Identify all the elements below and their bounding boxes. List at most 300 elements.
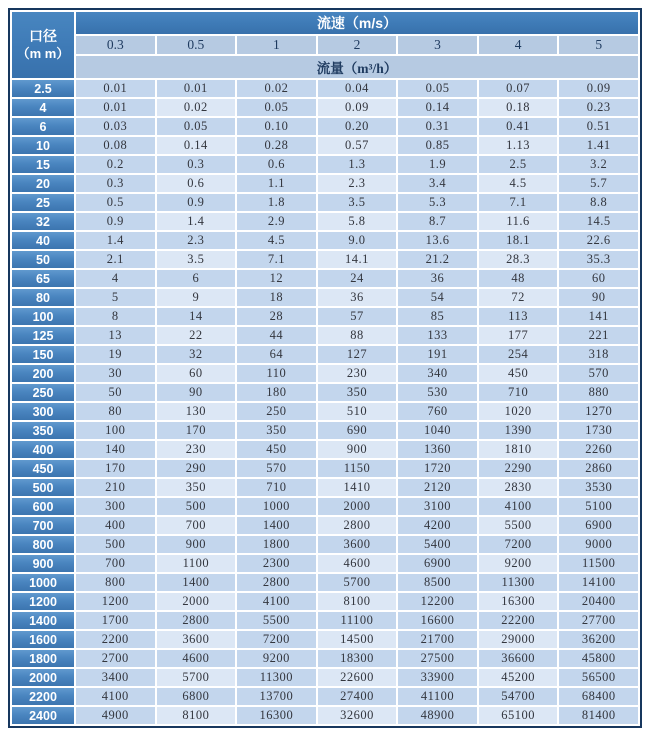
flow-value-cell: 350	[237, 422, 316, 439]
flow-value-cell: 2290	[479, 460, 558, 477]
flow-value-cell: 7.1	[479, 194, 558, 211]
flow-value-cell: 4100	[76, 688, 155, 705]
flow-value-cell: 177	[479, 327, 558, 344]
flow-value-cell: 100	[76, 422, 155, 439]
flow-value-cell: 133	[398, 327, 477, 344]
flow-value-cell: 8	[76, 308, 155, 325]
flow-value-cell: 36200	[559, 631, 638, 648]
flow-value-cell: 54	[398, 289, 477, 306]
flow-value-cell: 3100	[398, 498, 477, 515]
flow-value-cell: 11100	[318, 612, 397, 629]
velocity-header-cell: 流速（m/s）	[76, 12, 638, 34]
flow-value-cell: 5100	[559, 498, 638, 515]
flow-value-cell: 0.3	[76, 175, 155, 192]
flow-value-cell: 48900	[398, 707, 477, 724]
flow-value-cell: 5700	[157, 669, 236, 686]
flow-value-cell: 6	[157, 270, 236, 287]
flow-value-cell: 300	[76, 498, 155, 515]
flow-value-cell: 14	[157, 308, 236, 325]
flow-value-cell: 570	[559, 365, 638, 382]
flow-value-cell: 530	[398, 384, 477, 401]
flow-value-cell: 30	[76, 365, 155, 382]
flow-value-cell: 3530	[559, 479, 638, 496]
flow-value-cell: 1.4	[76, 232, 155, 249]
flow-value-cell: 1.1	[237, 175, 316, 192]
flow-value-cell: 20400	[559, 593, 638, 610]
flow-value-cell: 11300	[479, 574, 558, 591]
flow-rate-table	[10, 10, 640, 726]
table-row	[12, 289, 638, 306]
flow-value-cell: 500	[157, 498, 236, 515]
flow-value-cell: 12200	[398, 593, 477, 610]
diameter-cell: 2200	[12, 688, 74, 705]
diameter-cell: 700	[12, 517, 74, 534]
table-row	[12, 479, 638, 496]
flow-value-cell: 5500	[479, 517, 558, 534]
flow-value-cell: 28	[237, 308, 316, 325]
flow-value-cell: 90	[157, 384, 236, 401]
flow-value-cell: 60	[157, 365, 236, 382]
flow-value-cell: 127	[318, 346, 397, 363]
flow-value-cell: 2000	[157, 593, 236, 610]
flow-value-cell: 45200	[479, 669, 558, 686]
flow-value-cell: 36	[398, 270, 477, 287]
flow-value-cell: 900	[318, 441, 397, 458]
flow-value-cell: 113	[479, 308, 558, 325]
flow-value-cell: 450	[479, 365, 558, 382]
flow-value-cell: 510	[318, 403, 397, 420]
flow-value-cell: 16300	[237, 707, 316, 724]
flow-value-cell: 800	[76, 574, 155, 591]
flow-value-cell: 3400	[76, 669, 155, 686]
flow-value-cell: 3.4	[398, 175, 477, 192]
diameter-cell: 450	[12, 460, 74, 477]
flow-value-cell: 9000	[559, 536, 638, 553]
flow-value-cell: 2.1	[76, 251, 155, 268]
flow-value-cell: 7.1	[237, 251, 316, 268]
flow-value-cell: 710	[479, 384, 558, 401]
flow-value-cell: 8100	[318, 593, 397, 610]
flow-value-cell: 1.4	[157, 213, 236, 230]
diameter-cell: 300	[12, 403, 74, 420]
flow-value-cell: 350	[157, 479, 236, 496]
flow-value-cell: 1150	[318, 460, 397, 477]
flow-value-cell: 4100	[237, 593, 316, 610]
flow-value-cell: 0.04	[318, 80, 397, 97]
flow-value-cell: 2000	[318, 498, 397, 515]
flow-value-cell: 54700	[479, 688, 558, 705]
diameter-header-unit: （m m）	[16, 45, 70, 61]
flow-value-cell: 130	[157, 403, 236, 420]
diameter-cell: 250	[12, 384, 74, 401]
flow-value-cell: 0.05	[398, 80, 477, 97]
flow-value-cell: 3.5	[318, 194, 397, 211]
flow-value-cell: 14500	[318, 631, 397, 648]
velocity-value-cell: 5	[559, 36, 638, 54]
flow-value-cell: 3600	[157, 631, 236, 648]
flow-value-cell: 0.02	[157, 99, 236, 116]
table-row	[12, 80, 638, 97]
flow-value-cell: 1720	[398, 460, 477, 477]
diameter-cell: 125	[12, 327, 74, 344]
flow-value-cell: 0.23	[559, 99, 638, 116]
flow-value-cell: 45800	[559, 650, 638, 667]
flow-value-cell: 0.57	[318, 137, 397, 154]
diameter-cell: 100	[12, 308, 74, 325]
flow-value-cell: 2.3	[318, 175, 397, 192]
flow-value-cell: 3600	[318, 536, 397, 553]
flow-value-cell: 5.7	[559, 175, 638, 192]
flow-value-cell: 2830	[479, 479, 558, 496]
flow-value-cell: 0.14	[157, 137, 236, 154]
flow-value-cell: 900	[157, 536, 236, 553]
flow-value-cell: 21700	[398, 631, 477, 648]
diameter-cell: 40	[12, 232, 74, 249]
flow-value-cell: 1270	[559, 403, 638, 420]
flow-value-cell: 9.0	[318, 232, 397, 249]
flow-value-cell: 0.51	[559, 118, 638, 135]
flow-value-cell: 0.05	[237, 99, 316, 116]
flow-value-cell: 1.13	[479, 137, 558, 154]
flow-value-cell: 81400	[559, 707, 638, 724]
flow-value-cell: 0.02	[237, 80, 316, 97]
flow-value-cell: 50	[76, 384, 155, 401]
flow-value-cell: 29000	[479, 631, 558, 648]
flow-value-cell: 3.2	[559, 156, 638, 173]
table-row	[12, 213, 638, 230]
flow-value-cell: 22	[157, 327, 236, 344]
flow-value-cell: 760	[398, 403, 477, 420]
flow-value-cell: 12	[237, 270, 316, 287]
flow-value-cell: 5500	[237, 612, 316, 629]
table-row	[12, 194, 638, 211]
flow-value-cell: 570	[237, 460, 316, 477]
flow-value-cell: 18	[237, 289, 316, 306]
flow-value-cell: 2860	[559, 460, 638, 477]
flow-value-cell: 18300	[318, 650, 397, 667]
flow-value-cell: 7200	[237, 631, 316, 648]
flow-value-cell: 140	[76, 441, 155, 458]
table-row	[12, 498, 638, 515]
flow-value-cell: 5	[76, 289, 155, 306]
flow-value-cell: 0.03	[76, 118, 155, 135]
flow-value-cell: 0.07	[479, 80, 558, 97]
table-row	[12, 688, 638, 705]
diameter-cell: 1200	[12, 593, 74, 610]
flow-value-cell: 0.09	[559, 80, 638, 97]
flow-rate-table-frame	[8, 8, 642, 728]
table-row	[12, 156, 638, 173]
flow-value-cell: 3.5	[157, 251, 236, 268]
velocity-values-row	[12, 36, 638, 54]
diameter-header-label: 口径	[29, 28, 57, 45]
diameter-cell: 65	[12, 270, 74, 287]
flow-value-cell: 72	[479, 289, 558, 306]
flow-value-cell: 290	[157, 460, 236, 477]
flow-value-cell: 0.2	[76, 156, 155, 173]
table-row	[12, 251, 638, 268]
flow-value-cell: 4	[76, 270, 155, 287]
flow-value-cell: 2.9	[237, 213, 316, 230]
flow-value-cell: 2700	[76, 650, 155, 667]
diameter-cell: 1600	[12, 631, 74, 648]
table-row	[12, 593, 638, 610]
flow-value-cell: 57	[318, 308, 397, 325]
flow-value-cell: 0.9	[76, 213, 155, 230]
diameter-cell: 25	[12, 194, 74, 211]
flow-value-cell: 1410	[318, 479, 397, 496]
flow-value-cell: 880	[559, 384, 638, 401]
flow-value-cell: 9	[157, 289, 236, 306]
flow-value-cell: 32600	[318, 707, 397, 724]
flow-value-cell: 1200	[76, 593, 155, 610]
flow-value-cell: 1360	[398, 441, 477, 458]
velocity-value-cell: 3	[398, 36, 477, 54]
table-row	[12, 612, 638, 629]
flow-value-cell: 0.3	[157, 156, 236, 173]
flow-value-cell: 710	[237, 479, 316, 496]
flow-value-cell: 210	[76, 479, 155, 496]
table-row	[12, 460, 638, 477]
diameter-cell: 200	[12, 365, 74, 382]
table-row	[12, 707, 638, 724]
flow-value-cell: 141	[559, 308, 638, 325]
flow-value-cell: 9200	[237, 650, 316, 667]
diameter-cell: 500	[12, 479, 74, 496]
flow-value-cell: 4600	[157, 650, 236, 667]
flow-value-cell: 700	[157, 517, 236, 534]
flow-value-cell: 0.9	[157, 194, 236, 211]
flow-value-cell: 8100	[157, 707, 236, 724]
flow-value-cell: 1.9	[398, 156, 477, 173]
table-row	[12, 99, 638, 116]
table-row	[12, 631, 638, 648]
flow-value-cell: 2260	[559, 441, 638, 458]
flow-value-cell: 9200	[479, 555, 558, 572]
flow-value-cell: 36	[318, 289, 397, 306]
flow-value-cell: 1000	[237, 498, 316, 515]
flow-value-cell: 24	[318, 270, 397, 287]
flow-value-cell: 35.3	[559, 251, 638, 268]
velocity-value-cell: 2	[318, 36, 397, 54]
flow-value-cell: 13700	[237, 688, 316, 705]
flow-value-cell: 2200	[76, 631, 155, 648]
flow-value-cell: 0.5	[76, 194, 155, 211]
flow-value-cell: 1800	[237, 536, 316, 553]
diameter-cell: 600	[12, 498, 74, 515]
flow-value-cell: 2300	[237, 555, 316, 572]
table-row	[12, 536, 638, 553]
flow-value-cell: 700	[76, 555, 155, 572]
flow-value-cell: 1040	[398, 422, 477, 439]
table-row	[12, 555, 638, 572]
diameter-cell: 800	[12, 536, 74, 553]
diameter-cell: 2400	[12, 707, 74, 724]
table-row	[12, 137, 638, 154]
velocity-value-cell: 4	[479, 36, 558, 54]
flow-value-cell: 170	[76, 460, 155, 477]
flow-value-cell: 1100	[157, 555, 236, 572]
flow-value-cell: 0.20	[318, 118, 397, 135]
diameter-header-cell	[12, 12, 74, 78]
flow-value-cell: 90	[559, 289, 638, 306]
flow-value-cell: 0.01	[76, 80, 155, 97]
velocity-value-cell: 1	[237, 36, 316, 54]
flow-value-cell: 65100	[479, 707, 558, 724]
flow-value-cell: 22200	[479, 612, 558, 629]
flow-value-cell: 18.1	[479, 232, 558, 249]
flow-value-cell: 1.8	[237, 194, 316, 211]
flow-value-cell: 690	[318, 422, 397, 439]
flow-value-cell: 2.5	[479, 156, 558, 173]
flow-value-cell: 85	[398, 308, 477, 325]
diameter-cell: 2.5	[12, 80, 74, 97]
velocity-value-cell: 0.3	[76, 36, 155, 54]
flow-value-cell: 4900	[76, 707, 155, 724]
flow-header-row	[12, 56, 638, 78]
table-row	[12, 384, 638, 401]
table-row	[12, 346, 638, 363]
flow-value-cell: 221	[559, 327, 638, 344]
table-row	[12, 365, 638, 382]
flow-value-cell: 340	[398, 365, 477, 382]
flow-value-cell: 5400	[398, 536, 477, 553]
flow-value-cell: 8500	[398, 574, 477, 591]
diameter-cell: 1000	[12, 574, 74, 591]
diameter-cell: 10	[12, 137, 74, 154]
flow-value-cell: 48	[479, 270, 558, 287]
flow-value-cell: 64	[237, 346, 316, 363]
flow-value-cell: 4600	[318, 555, 397, 572]
flow-value-cell: 21.2	[398, 251, 477, 268]
flow-value-cell: 0.10	[237, 118, 316, 135]
flow-value-cell: 0.6	[237, 156, 316, 173]
diameter-cell: 150	[12, 346, 74, 363]
table-row	[12, 308, 638, 325]
diameter-cell: 4	[12, 99, 74, 116]
flow-value-cell: 250	[237, 403, 316, 420]
flow-value-cell: 8.7	[398, 213, 477, 230]
flow-value-cell: 4.5	[237, 232, 316, 249]
flow-value-cell: 11500	[559, 555, 638, 572]
flow-value-cell: 4100	[479, 498, 558, 515]
flow-value-cell: 0.08	[76, 137, 155, 154]
diameter-cell: 900	[12, 555, 74, 572]
flow-value-cell: 19	[76, 346, 155, 363]
diameter-cell: 2000	[12, 669, 74, 686]
diameter-cell: 50	[12, 251, 74, 268]
flow-value-cell: 14100	[559, 574, 638, 591]
flow-value-cell: 22600	[318, 669, 397, 686]
flow-value-cell: 56500	[559, 669, 638, 686]
diameter-cell: 350	[12, 422, 74, 439]
flow-value-cell: 0.85	[398, 137, 477, 154]
flow-value-cell: 14.5	[559, 213, 638, 230]
flow-value-cell: 450	[237, 441, 316, 458]
flow-value-cell: 1700	[76, 612, 155, 629]
table-row	[12, 669, 638, 686]
flow-value-cell: 80	[76, 403, 155, 420]
table-row	[12, 327, 638, 344]
flow-value-cell: 11.6	[479, 213, 558, 230]
flow-value-cell: 0.01	[76, 99, 155, 116]
flow-value-cell: 0.14	[398, 99, 477, 116]
table-row	[12, 175, 638, 192]
flow-value-cell: 6900	[559, 517, 638, 534]
flow-value-cell: 7200	[479, 536, 558, 553]
flow-value-cell: 88	[318, 327, 397, 344]
flow-value-cell: 16300	[479, 593, 558, 610]
velocity-header-row	[12, 12, 638, 34]
flow-value-cell: 318	[559, 346, 638, 363]
flow-value-cell: 32	[157, 346, 236, 363]
diameter-cell: 32	[12, 213, 74, 230]
flow-value-cell: 13.6	[398, 232, 477, 249]
flow-value-cell: 0.05	[157, 118, 236, 135]
table-row	[12, 270, 638, 287]
diameter-cell: 1800	[12, 650, 74, 667]
flow-value-cell: 36600	[479, 650, 558, 667]
flow-value-cell: 60	[559, 270, 638, 287]
flow-value-cell: 2800	[157, 612, 236, 629]
flow-value-cell: 2800	[237, 574, 316, 591]
flow-value-cell: 0.09	[318, 99, 397, 116]
table-row	[12, 403, 638, 420]
flow-value-cell: 1730	[559, 422, 638, 439]
diameter-cell: 1400	[12, 612, 74, 629]
flow-value-cell: 44	[237, 327, 316, 344]
flow-value-cell: 2800	[318, 517, 397, 534]
table-row	[12, 422, 638, 439]
flow-value-cell: 8.8	[559, 194, 638, 211]
table-row	[12, 650, 638, 667]
diameter-cell: 6	[12, 118, 74, 135]
flow-value-cell: 191	[398, 346, 477, 363]
table-row	[12, 441, 638, 458]
flow-value-cell: 180	[237, 384, 316, 401]
flow-value-cell: 400	[76, 517, 155, 534]
table-row	[12, 118, 638, 135]
flow-value-cell: 22.6	[559, 232, 638, 249]
flow-value-cell: 27400	[318, 688, 397, 705]
diameter-cell: 80	[12, 289, 74, 306]
table-row	[12, 574, 638, 591]
flow-value-cell: 1.3	[318, 156, 397, 173]
flow-value-cell: 1810	[479, 441, 558, 458]
flow-value-cell: 0.41	[479, 118, 558, 135]
flow-value-cell: 0.28	[237, 137, 316, 154]
flow-value-cell: 1400	[237, 517, 316, 534]
flow-value-cell: 13	[76, 327, 155, 344]
diameter-cell: 20	[12, 175, 74, 192]
flow-value-cell: 68400	[559, 688, 638, 705]
flow-value-cell: 1390	[479, 422, 558, 439]
flow-header-cell: 流量（m³/h）	[76, 56, 638, 78]
flow-value-cell: 230	[318, 365, 397, 382]
flow-value-cell: 350	[318, 384, 397, 401]
table-row	[12, 517, 638, 534]
flow-value-cell: 2120	[398, 479, 477, 496]
flow-value-cell: 110	[237, 365, 316, 382]
flow-value-cell: 6900	[398, 555, 477, 572]
flow-value-cell: 6800	[157, 688, 236, 705]
flow-value-cell: 1.41	[559, 137, 638, 154]
flow-value-cell: 28.3	[479, 251, 558, 268]
flow-value-cell: 4.5	[479, 175, 558, 192]
flow-value-cell: 16600	[398, 612, 477, 629]
velocity-value-cell: 0.5	[157, 36, 236, 54]
flow-value-cell: 0.6	[157, 175, 236, 192]
